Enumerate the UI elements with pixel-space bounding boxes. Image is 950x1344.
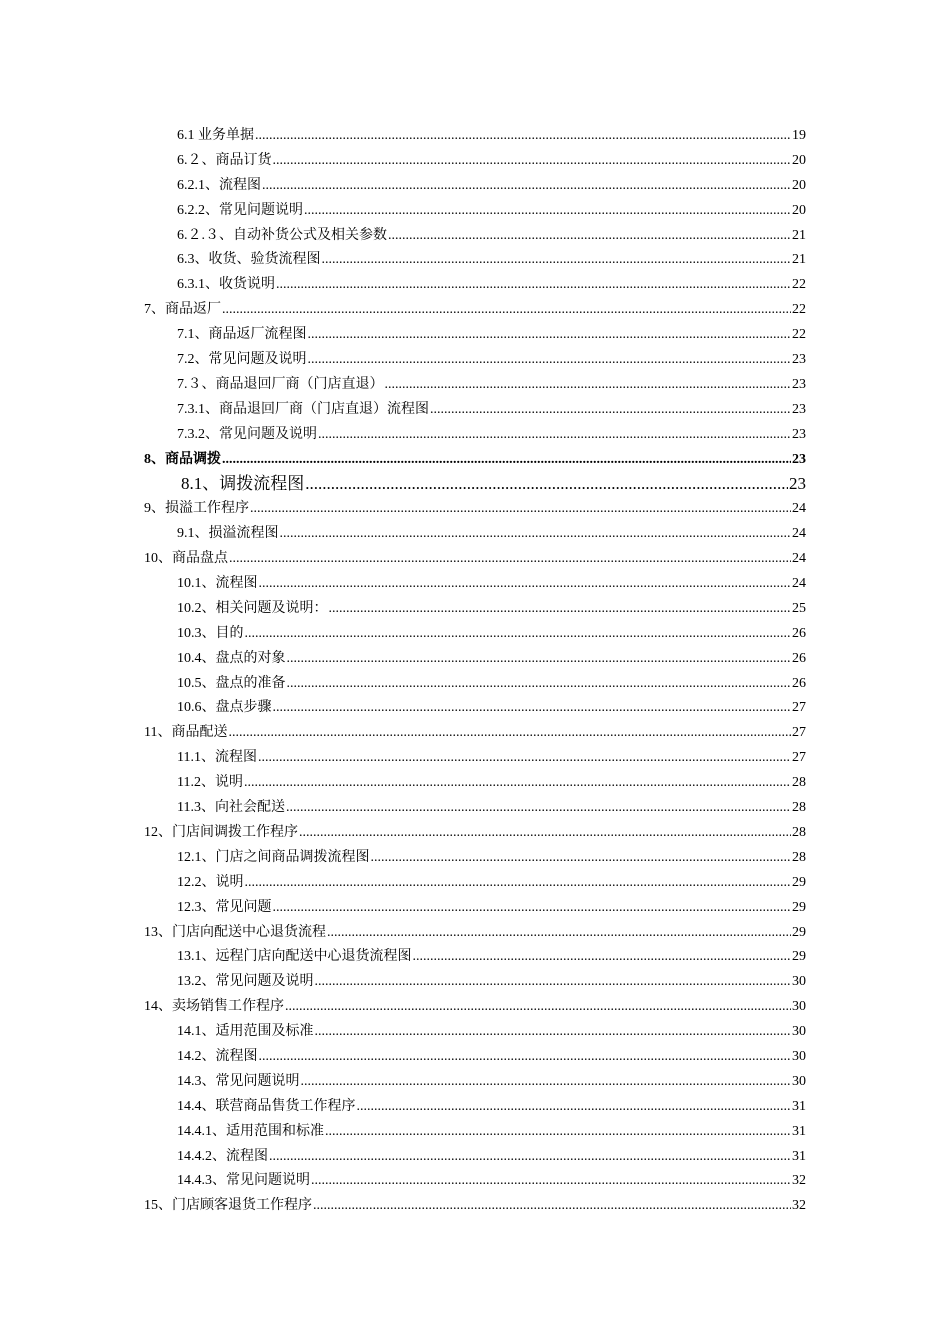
- toc-entry-line: [177, 124, 806, 149]
- toc-entry[interactable]: [0, 672, 950, 697]
- toc-entry-line: [177, 597, 806, 622]
- toc-entry-label: 6.3、收货、验货流程图: [177, 252, 321, 268]
- toc-dot-leader: [325, 1120, 791, 1145]
- toc-dot-leader: [222, 298, 791, 323]
- toc-page-number: 28: [792, 824, 806, 840]
- toc-entry[interactable]: [0, 970, 950, 995]
- toc-page-number: 26: [792, 650, 806, 666]
- toc-entry-line: [177, 796, 806, 821]
- toc-entry[interactable]: [0, 522, 950, 547]
- toc-entry-label: 9、损溢工作程序: [144, 501, 249, 517]
- toc-page-number: 23: [792, 401, 806, 417]
- toc-dot-leader: [229, 547, 791, 572]
- toc-entry[interactable]: [0, 921, 950, 946]
- toc-entry-label: 11.3、向社会配送: [177, 800, 285, 816]
- toc-page-number: 21: [792, 252, 806, 268]
- toc-entry[interactable]: [0, 597, 950, 622]
- toc-entry[interactable]: [0, 647, 950, 672]
- toc-dot-leader: [276, 273, 791, 298]
- toc-entry-line: [144, 547, 806, 572]
- toc-entry-label: 10.6、盘点步骤: [177, 700, 272, 716]
- toc-entry[interactable]: [0, 871, 950, 896]
- toc-entry[interactable]: [0, 721, 950, 746]
- toc-entry[interactable]: [0, 796, 950, 821]
- toc-dot-leader: [318, 423, 791, 448]
- toc-entry-label: 6.3.1、收货说明: [177, 277, 275, 293]
- toc-dot-leader: [250, 497, 791, 522]
- toc-page-number: 32: [792, 1173, 806, 1189]
- toc-page-number: 21: [792, 227, 806, 243]
- toc-entry-label: 13、门店向配送中心退货流程: [144, 924, 326, 940]
- toc-dot-leader: [329, 597, 792, 622]
- toc-entry[interactable]: [0, 995, 950, 1020]
- toc-entry-line: [177, 746, 806, 771]
- toc-entry[interactable]: [0, 1169, 950, 1194]
- toc-entry[interactable]: [0, 472, 950, 497]
- toc-page-number: 19: [792, 128, 806, 143]
- toc-page-number: 28: [792, 849, 806, 865]
- toc-page-number: 28: [792, 800, 806, 816]
- toc-entry-line: [177, 1169, 806, 1194]
- toc-entry-label: 12.1、门店之间商品调拨流程图: [177, 849, 370, 865]
- toc-entry-label: 13.2、常见问题及说明: [177, 974, 314, 990]
- toc-entry-label: 7.3.1、商品退回厂商（门店直退）流程图: [177, 401, 429, 417]
- toc-dot-leader: [245, 622, 792, 647]
- toc-entry[interactable]: [0, 696, 950, 721]
- toc-entry-label: 10、商品盘点: [144, 551, 228, 567]
- toc-page-number: 30: [792, 1024, 806, 1040]
- toc-entry[interactable]: [0, 1070, 950, 1095]
- toc-entry-line: [177, 174, 806, 199]
- toc-entry[interactable]: [0, 423, 950, 448]
- toc-entry-label: 14.4.1、适用范围和标准: [177, 1123, 324, 1139]
- toc-entry-line: [177, 672, 806, 697]
- toc-dot-leader: [327, 921, 791, 946]
- toc-entry[interactable]: [0, 572, 950, 597]
- toc-page-number: 31: [792, 1098, 806, 1114]
- toc-dot-leader: [385, 373, 792, 398]
- toc-entry[interactable]: [0, 323, 950, 348]
- toc-entry[interactable]: [0, 1045, 950, 1070]
- toc-dot-leader: [228, 721, 791, 746]
- toc-dot-leader: [308, 348, 792, 373]
- toc-dot-leader: [280, 522, 792, 547]
- toc-entry-line: [144, 921, 806, 946]
- toc-entry-line: [177, 273, 806, 298]
- toc-entry-line: [144, 995, 806, 1020]
- toc-page-number: 27: [792, 750, 806, 766]
- toc-entry-line: [177, 1045, 806, 1070]
- toc-entry[interactable]: [0, 348, 950, 373]
- toc-entry-label: 7、商品返厂: [144, 302, 221, 318]
- toc-dot-leader: [244, 771, 791, 796]
- toc-page-number: 22: [792, 302, 806, 318]
- toc-page-number: 26: [792, 675, 806, 691]
- toc-dot-leader: [258, 746, 791, 771]
- toc-entry-label: 14.1、适用范围及标准: [177, 1024, 314, 1040]
- toc-dot-leader: [222, 448, 791, 473]
- toc-entry-label: 10.4、盘点的对象: [177, 650, 286, 666]
- toc-entry[interactable]: [0, 821, 950, 846]
- toc-entry-line: [177, 423, 806, 448]
- toc-entry[interactable]: [0, 448, 950, 473]
- toc-entry[interactable]: [0, 174, 950, 199]
- toc-page-number: 22: [792, 327, 806, 343]
- toc-entry-label: 10.1、流程图: [177, 576, 258, 592]
- toc-dot-leader: [305, 472, 788, 497]
- table-of-contents: [0, 124, 950, 1219]
- toc-page-number: 23: [789, 474, 806, 494]
- toc-entry-label: 12.2、说明: [177, 874, 244, 890]
- toc-entry-label: 8.1、调拨流程图: [181, 474, 305, 494]
- toc-entry[interactable]: [0, 398, 950, 423]
- toc-page-number: 24: [792, 576, 806, 592]
- toc-dot-leader: [285, 995, 791, 1020]
- toc-entry-label: 6.２、商品订货: [177, 152, 272, 168]
- toc-entry-line: [177, 647, 806, 672]
- toc-entry-line: [177, 1095, 806, 1120]
- toc-entry[interactable]: [0, 149, 950, 174]
- toc-entry-label: 10.5、盘点的准备: [177, 675, 286, 691]
- toc-entry[interactable]: [0, 497, 950, 522]
- toc-entry-line: [177, 199, 806, 224]
- toc-entry-label: 8、商品调拨: [144, 451, 221, 467]
- toc-dot-leader: [315, 970, 792, 995]
- toc-dot-leader: [255, 124, 791, 149]
- toc-entry-line: [177, 1145, 806, 1170]
- toc-entry-line: [177, 945, 806, 970]
- toc-entry[interactable]: [0, 1095, 950, 1120]
- toc-entry[interactable]: [0, 224, 950, 249]
- toc-entry[interactable]: [0, 622, 950, 647]
- toc-entry-line: [177, 373, 806, 398]
- toc-entry-line: [177, 323, 806, 348]
- toc-entry-line: [177, 522, 806, 547]
- toc-page-number: 29: [792, 874, 806, 890]
- toc-dot-leader: [313, 1194, 791, 1219]
- toc-entry-label: 6.2.2、常见问题说明: [177, 202, 303, 218]
- toc-page-number: 20: [792, 177, 806, 193]
- toc-entry-label: 7.1、商品返厂流程图: [177, 327, 307, 343]
- toc-entry[interactable]: [0, 248, 950, 273]
- toc-page-number: 23: [792, 426, 806, 442]
- toc-dot-leader: [322, 248, 792, 273]
- toc-page-number: 20: [792, 202, 806, 218]
- toc-entry-line: [144, 821, 806, 846]
- toc-entry-label: 6.２.３、自动补货公式及相关参数: [177, 227, 387, 243]
- toc-dot-leader: [273, 896, 792, 921]
- toc-entry-line: [177, 1120, 806, 1145]
- toc-entry-line: [144, 1194, 806, 1219]
- toc-page-number: 25: [792, 600, 806, 616]
- toc-entry[interactable]: [0, 1145, 950, 1170]
- toc-dot-leader: [308, 323, 792, 348]
- toc-page-number: 23: [792, 451, 806, 467]
- toc-entry-label: 12.3、常见问题: [177, 899, 272, 915]
- toc-page-number: 27: [792, 700, 806, 716]
- toc-dot-leader: [299, 821, 791, 846]
- toc-dot-leader: [371, 846, 792, 871]
- toc-page-number: 30: [792, 974, 806, 990]
- toc-entry[interactable]: [0, 1020, 950, 1045]
- toc-dot-leader: [413, 945, 792, 970]
- toc-entry[interactable]: [0, 547, 950, 572]
- toc-page-number: 22: [792, 277, 806, 293]
- toc-dot-leader: [311, 1169, 791, 1194]
- toc-dot-leader: [259, 572, 792, 597]
- toc-entry[interactable]: [0, 124, 950, 149]
- toc-dot-leader: [259, 1045, 792, 1070]
- toc-dot-leader: [287, 647, 792, 672]
- toc-entry-label: 10.2、相关问题及说明：: [177, 600, 328, 616]
- toc-entry[interactable]: [0, 1120, 950, 1145]
- toc-dot-leader: [286, 796, 791, 821]
- toc-page-number: 24: [792, 526, 806, 542]
- toc-entry-line: [177, 572, 806, 597]
- toc-entry[interactable]: [0, 199, 950, 224]
- toc-entry-label: 9.1、损溢流程图: [177, 526, 279, 542]
- toc-entry-label: 14、卖场销售工作程序: [144, 999, 284, 1015]
- toc-entry-label: 15、门店顾客退货工作程序: [144, 1198, 312, 1214]
- toc-entry-line: [177, 224, 806, 249]
- toc-dot-leader: [388, 224, 791, 249]
- toc-page-number: 26: [792, 625, 806, 641]
- toc-page-number: 30: [792, 1073, 806, 1089]
- toc-page-number: 29: [792, 949, 806, 965]
- toc-entry-label: 6.1 业务单据: [177, 128, 254, 143]
- toc-entry-line: [144, 721, 806, 746]
- toc-page-number: 24: [792, 501, 806, 517]
- toc-entry-label: 12、门店间调拨工作程序: [144, 824, 298, 840]
- toc-entry-line: [177, 348, 806, 373]
- toc-entry[interactable]: [0, 945, 950, 970]
- toc-page-number: 27: [792, 725, 806, 741]
- toc-entry-label: 14.3、常见问题说明: [177, 1073, 300, 1089]
- toc-entry-label: 7.３、商品退回厂商（门店直退）: [177, 376, 384, 392]
- toc-entry-line: [177, 771, 806, 796]
- toc-entry-line: [177, 970, 806, 995]
- toc-page-number: 32: [792, 1198, 806, 1214]
- toc-dot-leader: [262, 174, 791, 199]
- toc-entry-line: [177, 622, 806, 647]
- toc-page-number: 29: [792, 924, 806, 940]
- toc-dot-leader: [245, 871, 792, 896]
- toc-entry-label: 14.2、流程图: [177, 1048, 258, 1064]
- toc-entry-line: [177, 846, 806, 871]
- toc-page-number: 29: [792, 899, 806, 915]
- toc-page-number: 23: [792, 352, 806, 368]
- toc-page-number: 30: [792, 999, 806, 1015]
- toc-entry[interactable]: [0, 846, 950, 871]
- toc-dot-leader: [301, 1070, 792, 1095]
- toc-dot-leader: [287, 672, 792, 697]
- toc-entry[interactable]: [0, 273, 950, 298]
- toc-entry-line: [177, 398, 806, 423]
- toc-entry-line: [177, 248, 806, 273]
- toc-page-number: 30: [792, 1048, 806, 1064]
- toc-entry-line: [144, 448, 806, 473]
- toc-dot-leader: [315, 1020, 792, 1045]
- toc-entry-label: 13.1、远程门店向配送中心退货流程图: [177, 949, 412, 965]
- toc-entry-line: [144, 298, 806, 323]
- toc-entry-label: 11.1、流程图: [177, 750, 257, 766]
- toc-entry-line: [177, 896, 806, 921]
- toc-entry[interactable]: [0, 298, 950, 323]
- toc-entry-label: 10.3、目的: [177, 625, 244, 641]
- toc-dot-leader: [269, 1145, 791, 1170]
- toc-page-number: 31: [792, 1123, 806, 1139]
- toc-entry-label: 14.4.3、常见问题说明: [177, 1173, 310, 1189]
- toc-entry[interactable]: [0, 373, 950, 398]
- toc-entry-line: [177, 1070, 806, 1095]
- toc-dot-leader: [273, 696, 792, 721]
- toc-entry-line: [181, 472, 806, 497]
- toc-page-number: 28: [792, 775, 806, 791]
- toc-entry-label: 6.2.1、流程图: [177, 177, 261, 193]
- toc-entry-line: [177, 871, 806, 896]
- toc-dot-leader: [273, 149, 792, 174]
- toc-page-number: 23: [792, 376, 806, 392]
- toc-entry[interactable]: [0, 1194, 950, 1219]
- toc-entry-label: 7.2、常见问题及说明: [177, 352, 307, 368]
- toc-entry-label: 11、商品配送: [144, 725, 228, 741]
- toc-entry[interactable]: [0, 771, 950, 796]
- toc-dot-leader: [357, 1095, 792, 1120]
- toc-entry-label: 14.4、联营商品售货工作程序: [177, 1098, 356, 1114]
- toc-dot-leader: [304, 199, 791, 224]
- toc-entry-line: [177, 149, 806, 174]
- toc-page-number: 20: [792, 152, 806, 168]
- toc-page-number: 31: [792, 1148, 806, 1164]
- toc-entry-line: [177, 1020, 806, 1045]
- toc-entry-line: [144, 497, 806, 522]
- toc-entry-label: 7.3.2、常见问题及说明: [177, 426, 317, 442]
- toc-page-number: 24: [792, 551, 806, 567]
- toc-entry-label: 14.4.2、流程图: [177, 1148, 268, 1164]
- toc-entry[interactable]: [0, 746, 950, 771]
- toc-entry[interactable]: [0, 896, 950, 921]
- toc-entry-label: 11.2、说明: [177, 775, 243, 791]
- toc-entry-line: [177, 696, 806, 721]
- toc-dot-leader: [430, 398, 791, 423]
